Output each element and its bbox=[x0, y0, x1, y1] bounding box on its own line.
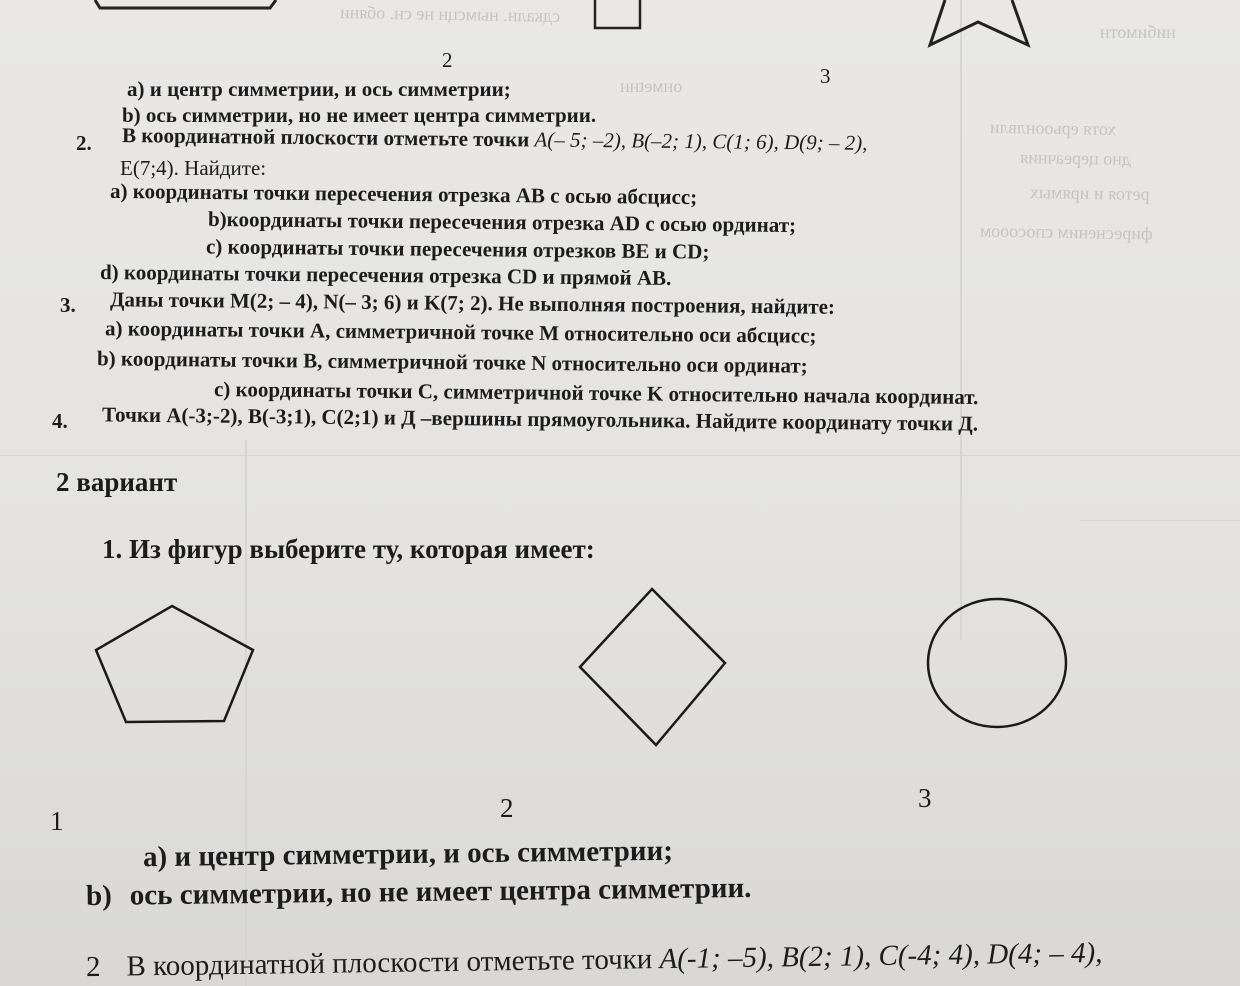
variant2-question1: 1. Из фигур выберите ту, которая имеет: bbox=[102, 534, 595, 564]
task2-item-a: а) координаты точки пересечения отрезка AB с осью абсцисс; bbox=[109, 178, 698, 210]
task3-item-a: а) координаты точки A, симметричной точке M относительно оси абсцисс; bbox=[104, 316, 817, 348]
task3-number: 3. bbox=[60, 293, 76, 317]
task2-item-c: с) координаты точки пересечения отрезков BE и CD; bbox=[205, 234, 710, 264]
worksheet-page: сдкалн. нымсцн не сн. обяни онмеtнн хотя ерьоонлвли дно цереачния ретоя и ирямых фиресненим спосооом нибимотн 2 3 а) и центр симметрии, и ось симметрии; b) ось симметрии, но не имеет центра симметрии. 2. В координатной плоскости отметьте точки A(– 5; –2), B(–2; 1), C(1; 6), D(9; – 2), E(7;4). Найдите: а) координаты точки пересечения отрезка AB с осью абсцисс; b)координаты точки пересечения отрезка AD с осью ординат; с) координаты точки пересечения отрезков BE и CD; d) координаты точки пересечения отрезка CD и прямой AB. 3. Даны точки M(2; – 4), N(– 3; 6) и K(7; 2). Не выполняя построения, найдите: а) координаты точки A, симметричной точке M относительно оси абсцисс; b) координаты точки B, симметричной точке N относительно оси ординат; с) координаты точки C, симметричной точке K относительно начала координат. 4. Точки A(-3;-2), B(-3;1), C(2;1) и Д –вершины прямоугольника. Найдите координату точки Д. 2 вариант 1. Из фигур выберите ту, которая имеет: 1 2 3 а) и центр симметрии, и ось симметрии; b) ось симметрии, но не имеет центра симметрии. 2 В координатной плоскости отметьте точки A(-1; –5), B(2; 1), C(-4; 4), D(4; – 4), bbox=[0, 0, 1240, 986]
task2-number: 2. bbox=[76, 131, 92, 155]
task3-item-b: b) координаты точки B, симметричной точке N относительно оси ординат; bbox=[96, 346, 808, 378]
top-figure-label-2: 2 bbox=[442, 48, 453, 72]
top-option-a: а) и центр симметрии, и ось симметрии; bbox=[127, 77, 511, 101]
task2-item-b: b)координаты точки пересечения отрезка AD с осью ординат; bbox=[207, 206, 797, 238]
circle-figure bbox=[928, 599, 1066, 727]
task3-line1: Даны точки M(2; – 4), N(– 3; 6) и K(7; 2). Не выполняя построения, найдите: bbox=[109, 287, 836, 319]
top-option-b: b) ось симметрии, но не имеет центра симметрии. bbox=[122, 103, 597, 127]
top-figure-label-3: 3 bbox=[820, 64, 831, 88]
variant2-option-a: а) и центр симметрии, и ось симметрии; bbox=[142, 834, 674, 874]
task2-points: A(– 5; –2), B(–2; 1), C(1; 6), D(9; – 2), bbox=[534, 127, 868, 155]
task3-item-c: с) координаты точки C, симметричной точке K относительно начала координат. bbox=[213, 376, 979, 410]
option-b-marker: b) bbox=[85, 879, 113, 913]
question2-points: A(-1; –5), B(2; 1), C(-4; 4), D(4; – 4), bbox=[659, 936, 1103, 976]
question2-text: В координатной плоскости отметьте точки bbox=[126, 943, 653, 983]
option-b-text: ось симметрии, но не имеет центра симметрии. bbox=[129, 871, 752, 912]
top-shape-fragment bbox=[95, 0, 276, 8]
question2-number: 2 bbox=[85, 950, 101, 984]
task2-item-d: d) координаты точки пересечения отрезка CD и прямой AB. bbox=[99, 260, 672, 290]
figure-label-3: 3 bbox=[918, 783, 932, 813]
task2-line2: E(7;4). Найдите: bbox=[120, 156, 267, 180]
task4-number: 4. bbox=[52, 409, 68, 433]
pentagon-figure bbox=[96, 606, 253, 722]
task4-text: Точки A(-3;-2), B(-3;1), C(2;1) и Д –вершины прямоугольника. Найдите координату точки Д. bbox=[101, 402, 979, 436]
task2-line1-text: В координатной плоскости отметьте точки bbox=[121, 123, 535, 152]
figure-label-1: 1 bbox=[50, 806, 64, 836]
top-square-fragment bbox=[595, 0, 640, 28]
variant-heading: 2 вариант bbox=[56, 467, 178, 497]
figure-label-2: 2 bbox=[500, 793, 514, 823]
diamond-figure bbox=[580, 589, 725, 745]
star-icon bbox=[930, 0, 1028, 45]
